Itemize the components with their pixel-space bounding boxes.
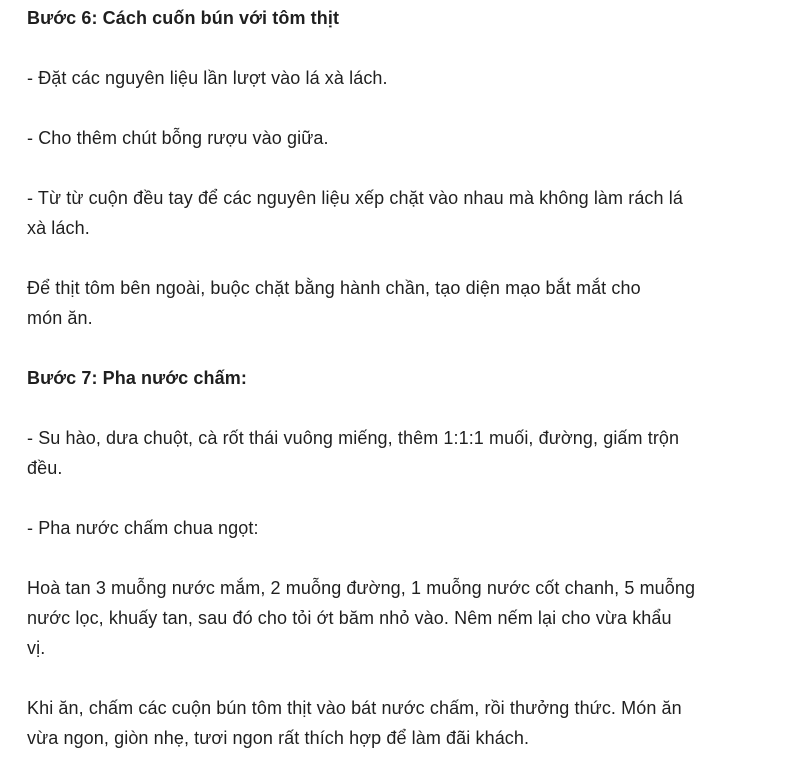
step-7-instruction-1 [27,423,679,483]
paragraph-line: vừa ngon, giòn nhẹ, tươi ngon rất thích hợp để làm đãi khách. [27,728,530,748]
step-7-paragraph [27,573,695,663]
paragraph-line: đều. [27,458,63,478]
step-7-instruction-2: - Pha nước chấm chua ngọt: [27,518,259,538]
step-6-paragraph [27,273,641,333]
step-6-instruction-3 [27,183,683,243]
paragraph-line: món ăn. [27,308,93,328]
paragraph-line: - Từ từ cuộn đều tay để các nguyên liệu xếp chặt vào nhau mà không làm rách lá [27,188,683,208]
serving-paragraph [27,693,682,753]
step-6-instruction-1: - Đặt các nguyên liệu lần lượt vào lá xà lách. [27,68,388,88]
paragraph-line: Khi ăn, chấm các cuộn bún tôm thịt vào bát nước chấm, rồi thưởng thức. Món ăn [27,698,682,718]
step-7-heading: Bước 7: Pha nước chấm: [27,368,247,388]
step-6-heading: Bước 6: Cách cuốn bún với tôm thịt [27,8,340,28]
paragraph-line: xà lách. [27,218,90,238]
paragraph-line: Để thịt tôm bên ngoài, buộc chặt bằng hành chần, tạo diện mạo bắt mắt cho [27,278,641,298]
paragraph-line: Hoà tan 3 muỗng nước mắm, 2 muỗng đường, 1 muỗng nước cốt chanh, 5 muỗng [27,578,696,598]
step-6-instruction-2: - Cho thêm chút bỗng rượu vào giữa. [27,128,329,148]
paragraph-line: vị. [27,638,46,658]
paragraph-line: nước lọc, khuấy tan, sau đó cho tỏi ớt băm nhỏ vào. Nêm nếm lại cho vừa khẩu [27,608,672,628]
paragraph-line: - Su hào, dưa chuột, cà rốt thái vuông miếng, thêm 1:1:1 muối, đường, giấm trộn [27,428,680,448]
